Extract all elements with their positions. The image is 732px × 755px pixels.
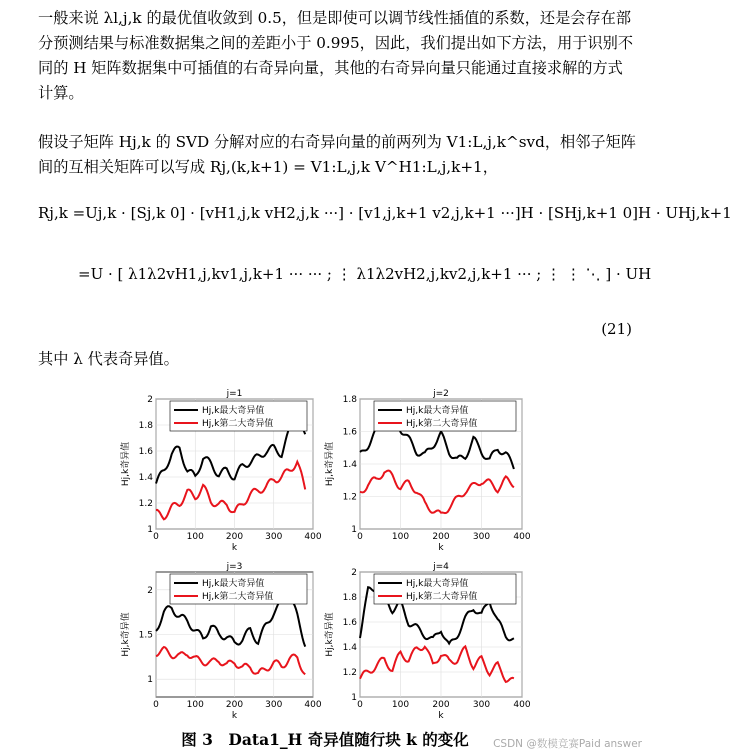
y-tick-label: 2	[147, 585, 153, 596]
x-tick-label: 200	[432, 700, 450, 710]
x-tick-label: 200	[225, 700, 244, 710]
y-axis-label: Hj,k奇异值	[121, 441, 131, 487]
x-tick-label: 100	[391, 532, 410, 542]
x-tick-label: 300	[265, 700, 283, 710]
y-tick-label: 1.4	[342, 460, 357, 470]
x-tick-label: 200	[225, 532, 244, 542]
y-tick-label: 1.6	[342, 618, 357, 628]
x-axis-label: k	[438, 543, 444, 553]
legend-entry: Hj,k第二大奇异值	[406, 419, 478, 429]
x-axis-label: k	[438, 711, 444, 721]
x-tick-label: 200	[432, 532, 450, 542]
equation-line-2: =U · [ λ1λ2vH1,j,kv1,j,k+1 ··· ··· ; ⋮ λ1λ2vH2,j,kv2,j,k+1 ··· ; ⋮ ⋮ ⋱ ] · UH	[78, 265, 652, 283]
y-tick-label: 1.6	[138, 447, 153, 457]
x-tick-label: 0	[357, 700, 363, 710]
y-tick-label: 1	[147, 525, 153, 535]
y-tick-label: 1	[147, 675, 153, 686]
x-tick-label: 300	[265, 532, 283, 542]
y-tick-label: 2	[351, 568, 357, 578]
x-tick-label: 0	[357, 532, 363, 542]
x-tick-label: 300	[472, 532, 491, 542]
y-axis-label: Hj,k奇异值	[325, 441, 335, 487]
y-tick-label: 1.2	[342, 492, 357, 503]
legend-entry: Hj,k第二大奇异值	[406, 592, 478, 602]
y-tick-label: 1.4	[138, 473, 153, 483]
x-tick-label: 300	[472, 700, 491, 710]
legend-entry: Hj,k第二大奇异值	[202, 592, 274, 602]
chart-title: j=1	[226, 389, 243, 399]
paragraph-1: 一般来说 λl,j,k 的最优值收敛到 0.5，但是即使可以调节线性插值的系数，还是会存在部分预测结果与标准数据集之间的差距小于 0.995，因此，我们提出如下方法，用于识别不同的 H 矩阵数据集中可插值的右奇异向量，其他的右奇异向量只能通过直接求解的方式计算。	[38, 9, 634, 102]
y-tick-label: 1.8	[138, 421, 153, 431]
chart-title: j=3	[226, 562, 243, 572]
legend-entry: Hj,k最大奇异值	[406, 406, 469, 416]
y-axis-label: Hj,k奇异值	[325, 612, 335, 657]
x-tick-label: 400	[513, 700, 531, 710]
x-axis-label: k	[231, 543, 238, 553]
legend-entry: Hj,k最大奇异值	[202, 406, 265, 416]
y-tick-label: 1	[351, 693, 357, 703]
chart-j3	[118, 558, 323, 723]
y-tick-label: 1.5	[138, 630, 153, 641]
chart-j4	[322, 558, 532, 723]
y-tick-label: 1.6	[342, 427, 357, 438]
y-tick-label: 1.4	[342, 643, 357, 653]
equation-number: (21)	[601, 320, 632, 338]
watermark: CSDN @数模竞赛Paid answer	[493, 738, 642, 750]
y-tick-label: 1.2	[342, 668, 357, 678]
paragraph-2: 假设子矩阵 Hj,k 的 SVD 分解对应的右奇异向量的前两列为 V1:L,j,k^svd，相邻子矩阵间的互相关矩阵可以写成 Rj,(k,k+1) = V1:L,j,k V^H1:L,j,k+1，	[38, 133, 636, 176]
x-tick-label: 400	[304, 532, 322, 542]
x-axis-label: k	[231, 711, 238, 721]
chart-j2	[322, 385, 532, 555]
chart-title: j=4	[433, 562, 449, 572]
y-tick-label: 1.2	[138, 499, 153, 509]
x-tick-label: 400	[304, 700, 322, 710]
paragraph-3: 其中 λ 代表奇异值。	[38, 350, 179, 368]
equation-line-1: Rj,k =Uj,k · [Sj,k 0] · [vH1,j,k vH2,j,k ···] · [v1,j,k+1 v2,j,k+1 ···]H · [SHj,k+1 0]H · UHj,k+1	[38, 204, 732, 222]
chart-title: j=2	[433, 389, 449, 399]
legend-entry: Hj,k第二大奇异值	[202, 419, 274, 429]
legend-entry: Hj,k最大奇异值	[202, 579, 265, 589]
x-tick-label: 0	[153, 700, 159, 710]
y-axis-label: Hj,k奇异值	[121, 612, 131, 657]
y-tick-label: 1.8	[342, 395, 357, 405]
x-tick-label: 100	[186, 700, 204, 710]
x-tick-label: 100	[186, 532, 204, 542]
chart-j1	[118, 385, 323, 555]
x-tick-label: 100	[391, 700, 410, 710]
figure-caption: 图 3 Data1_H 奇异值随行块 k 的变化	[181, 730, 469, 749]
x-tick-label: 400	[513, 532, 531, 542]
y-tick-label: 1	[351, 525, 357, 535]
y-tick-label: 2	[147, 395, 153, 405]
y-tick-label: 1.8	[342, 593, 357, 603]
legend-entry: Hj,k最大奇异值	[406, 579, 469, 589]
x-tick-label: 0	[153, 532, 159, 542]
